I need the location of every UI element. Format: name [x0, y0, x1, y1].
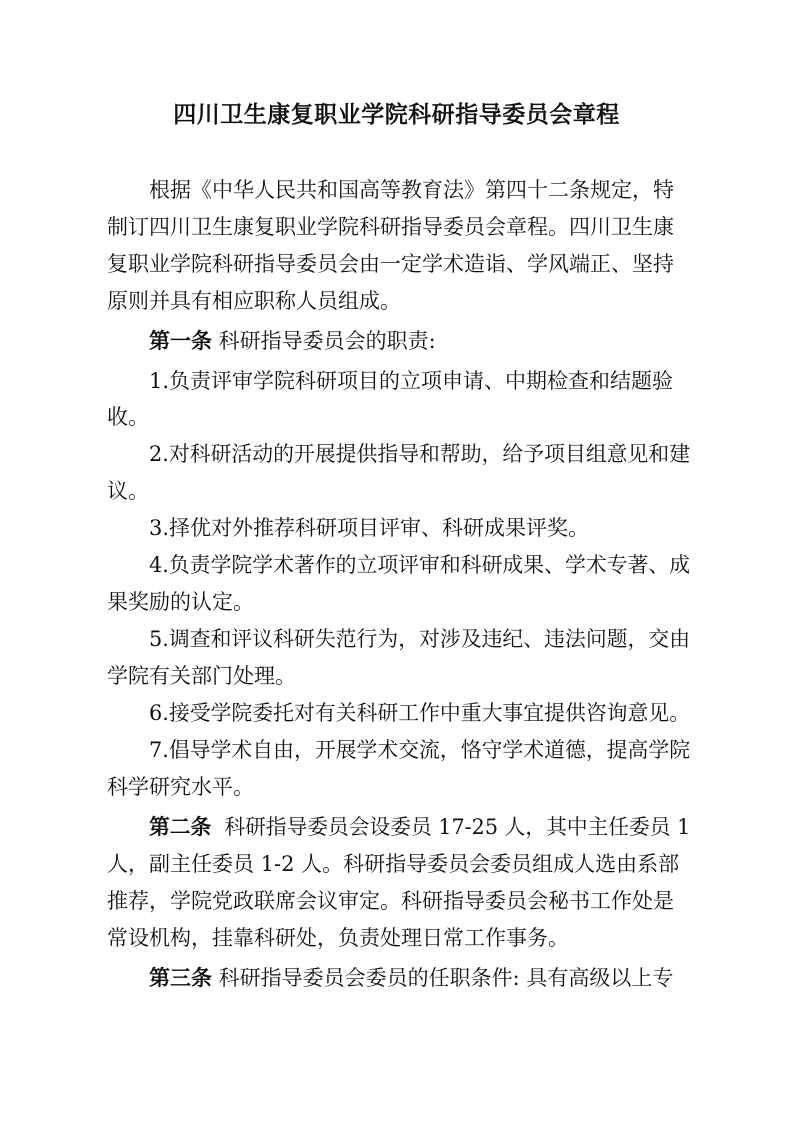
- article-2-line: 常设机构，挂靠科研处，负责处理日常工作事务。: [107, 926, 569, 950]
- article-1-item: 4.负责学院学术著作的立项评审和科研成果、学术专著、成: [149, 553, 691, 577]
- article-1-item: 7.倡导学术自由，开展学术交流，恪守学术道德，提高学院: [149, 738, 691, 762]
- article-2-heading-line: [149, 812, 690, 842]
- article-1-heading: 第一条: [149, 329, 212, 353]
- article-2-heading: 第二条: [149, 815, 212, 839]
- article-1-item: 2.对科研活动的开展提供指导和帮助，给予项目组意见和建: [149, 442, 691, 466]
- article-1-item: 学院有关部门处理。: [107, 664, 296, 688]
- intro-line-1: 根据《中华人民共和国高等教育法》第四十二条规定，特: [149, 178, 674, 202]
- article-1-item: 果奖励的认定。: [107, 590, 254, 614]
- article-2-line: 推荐，学院党政联席会议审定。科研指导委员会秘书工作处是: [107, 889, 674, 913]
- article-1-item: 议。: [107, 479, 149, 503]
- article-2-text: 科研指导委员会设委员 17-25 人，其中主任委员 1: [211, 815, 691, 839]
- article-1-item: 科学研究水平。: [107, 775, 254, 799]
- article-3-heading-line: [149, 963, 673, 993]
- article-1-item: 6.接受学院委托对有关科研工作中重大事宜提供咨询意见。: [149, 701, 691, 725]
- intro-line-3: 复职业学院科研指导委员会由一定学术造诣、学风端正、坚持: [107, 252, 674, 276]
- article-1-text: 科研指导委员会的职责:: [212, 329, 436, 353]
- document-title: 四川卫生康复职业学院科研指导委员会章程: [173, 102, 620, 128]
- intro-line-2: 制订四川卫生康复职业学院科研指导委员会章程。四川卫生康: [107, 215, 674, 239]
- article-1-heading-line: [149, 326, 436, 356]
- article-1-item: 1.负责评审学院科研项目的立项申请、中期检查和结题验: [149, 369, 674, 393]
- article-1-item: 收。: [107, 405, 149, 429]
- article-2-line: 人，副主任委员 1-2 人。科研指导委员会委员组成人选由系部: [107, 852, 680, 876]
- article-1-item: 5.调查和评议科研失范行为，对涉及违纪、违法问题，交由: [149, 627, 691, 651]
- article-3-text: 科研指导委员会委员的任职条件: 具有高级以上专: [212, 966, 674, 990]
- article-1-item: 3.择优对外推荐科研项目评审、科研成果评奖。: [149, 516, 590, 540]
- intro-line-4: 原则并具有相应职称人员组成。: [107, 289, 401, 313]
- article-3-heading: 第三条: [149, 966, 212, 990]
